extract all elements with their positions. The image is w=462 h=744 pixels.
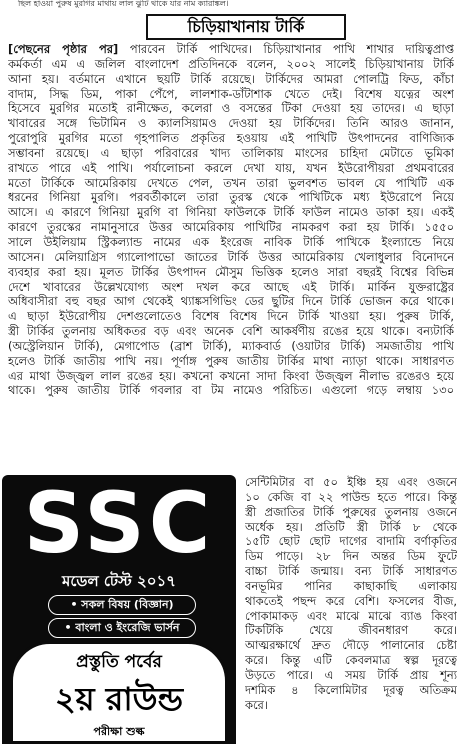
ad-fee-label: পরীক্ষা শুল্ক bbox=[93, 725, 145, 738]
article-line bbox=[8, 265, 454, 280]
top-strip-text: ছিল হাওয়া পুরুষ মুরগির মাথায় লাল ঝুঁটি থাকে যার নাম ক্যারাঙ্কল। bbox=[18, 0, 229, 8]
continuation-line: থাকতেই পছন্দ করে বেশি। ফসলের বীজ, bbox=[245, 593, 457, 608]
article-line bbox=[8, 294, 454, 309]
article-headline: চিড়িয়াখানায় টার্কি bbox=[146, 14, 346, 40]
ad-subjects-pill: • সকল বিষয় (বিজ্ঞান) bbox=[48, 595, 196, 615]
article-line-text: আসে। এ কারণে গিনিয়া মুরগি বা গিনিয়া ফাউলকে টার্কি ফাউল নামেও ডাকা হয়। একই bbox=[8, 205, 454, 220]
article-line bbox=[8, 161, 454, 176]
article-line bbox=[8, 339, 454, 354]
article-line-text: এর মাথা উজ্জ্বল লাল রঙের হয়। কখনো কখনো সাদা কিংবা উজ্জ্বল নীলাভ রঙেরও হয়ে bbox=[8, 368, 454, 383]
article-line bbox=[8, 324, 454, 339]
article-line-text: অধিবাসীরা বহু বছর আগ থেকেই থ্যাঙ্কসগিভিং ডের ছুটির দিনে টার্কি ভোজন করে থাকে। bbox=[8, 294, 454, 309]
continuation-line: সেন্টিমিটার বা ৫০ ইঞ্চি হয় এবং ওজনে bbox=[245, 475, 457, 489]
article-line bbox=[8, 146, 454, 161]
ad-ssc-title: SSC bbox=[23, 475, 215, 572]
continuation-line: করে। কিন্তু এটি কেবলমাত্র স্বল্প দূরত্বে bbox=[245, 653, 457, 668]
article-line-text: ধরনের গিনিয়া মুরগি। পরবর্তীকালে তারা তুরস্ক থেকে পাখিটিকে মধ্য ইউরোপে নিয়ে bbox=[8, 190, 454, 205]
article-line bbox=[8, 383, 454, 398]
article-line bbox=[8, 176, 454, 191]
continuation-line: স্ত্রী প্রজাতির টার্কি পুরুষের তুলনায় ওজনে bbox=[245, 504, 457, 519]
ad-round-label: ২য় রাউন্ড bbox=[54, 680, 184, 718]
article-line-text: সম্ভাবনা রয়েছে। এ ছাড়া পরিবারের খাদ্য তালিকায় মাংসের চাহিদা মেটাতে ভূমিকা bbox=[8, 145, 454, 160]
article-line-text: খাবারের সঙ্গে ভিটামিন ও ক্যালসিয়ামও দেওয়া হয় টার্কিদের। তিনি আরও জানান, bbox=[8, 116, 454, 131]
ssc-model-test-ad bbox=[2, 475, 236, 744]
article-line-text: আসেন। মেলিয়াগ্রিস গ্যালোপাভো জাতের টার্কি উত্তর আমেরিকায় খেলাধুলার বিনোদনে bbox=[8, 249, 454, 264]
continuation-line: ডিম পাড়ে। ২৮ দিন অন্তর ডিম ফুটে bbox=[245, 549, 457, 564]
continuation-line: বনভূমির পানির কাছাকাছি এলাকায় bbox=[245, 578, 457, 593]
article-line bbox=[8, 131, 454, 146]
ad-prep-label: প্রস্তুতি পর্বের bbox=[76, 652, 162, 672]
article-line-text: কারণে তুরস্কের নামানুসারে উত্তর আমেরিকায় পাখিটির নামকরণ করা হয় টার্কি। ১৫৫০ bbox=[8, 220, 454, 235]
article-line-text: রাখতে পারে এই পাখি। পর্যালোচনা করলে দেখা যায়, যখন ইউরোপীয়রা প্রথমবারের bbox=[8, 160, 454, 175]
article-line bbox=[8, 309, 454, 324]
article-line-text: পারবেন টার্কি পাখিদের। চিড়িয়াখানার পাখি শাখার দায়িত্বপ্রাপ্ত bbox=[118, 42, 454, 56]
article-line-text: হলেও টার্কি জাতীয় পাখি নয়। পূর্ণাঙ্গ পুরুষ জাতীয় টার্কির মাথা ন্যাড়া থাকে। সাধারণত bbox=[8, 353, 454, 368]
continuation-line: দশমিক ৪ কিলোমিটার দূরত্ব অতিক্রম bbox=[245, 682, 457, 697]
article-line bbox=[8, 235, 454, 250]
article-line bbox=[8, 57, 454, 72]
article-lead-bracket: [পেছনের পৃষ্ঠার পর] bbox=[8, 42, 119, 56]
article-line-text: কর্মকর্তা এম এ জলিল বাংলাদেশ প্রতিদিনকে বলেন, ২০০২ সালেই চিড়িয়াখানায় টার্কি bbox=[8, 56, 454, 71]
continuation-line: পোকামাকড় এবং মাঝে মাঝে ব্যাঙ কিংবা bbox=[245, 608, 457, 623]
article-line-text: স্ত্রী টার্কির তুলনায় অধিকতর বড় এবং অনেক বেশি আকর্ষণীয় রঙের হয়ে থাকে। বন্যটার্কি bbox=[8, 324, 454, 339]
article-line-text: (অস্ট্রেলিয়ান টার্কি), মেগাপোড (ব্রাশ টার্কি), ম্যাকবার্ড (ওয়াটার টার্কি) সমজাতীয় পাখি bbox=[8, 338, 454, 353]
article-body bbox=[8, 42, 454, 398]
article-line-text: সালে উইলিয়াম স্ট্রিকল্যান্ড নামের এক ইংরেজ নাবিক টার্কি পাখিকে ইংল্যান্ডে নিয়ে bbox=[8, 234, 454, 249]
continuation-line: উড়তে পারে। এ সময় টার্কি প্রায় শূন্য bbox=[245, 667, 457, 682]
continuation-line: ১০ কেজি বা ২২ পাউন্ড হতে পারে। কিন্তু bbox=[245, 489, 457, 504]
article-line bbox=[8, 42, 454, 57]
ad-round-panel bbox=[10, 641, 228, 744]
article-line-text: থাকে। পুরুষ জাতীয় টার্কি গবলার বা টম নামেও পরিচিত। এগুলো গড়ে লম্বায় ১৩০ bbox=[8, 383, 454, 398]
article-line-text: এ ছাড়া ইউরোপীয় দেশগুলোতেও বিশেষ বিশেষ দিনে টার্কি খাওয়া হয়। পুরুষ টার্কি, bbox=[8, 309, 454, 324]
continuation-line: বাচ্চা টার্কি জন্মায়। বন্য টার্কি সাধারণত bbox=[245, 564, 457, 579]
article-line-text: মতো টার্কিকে আমেরিকায় দেখতে পেল, তখন তারা ভুলবশত ভাবল যে পাখিটি এক bbox=[8, 175, 454, 190]
continuation-line: আত্মরক্ষার্থে দ্রুত দৌড়ে পালানোর চেষ্টা bbox=[245, 638, 457, 653]
article-line bbox=[8, 369, 454, 384]
article-line bbox=[8, 205, 454, 220]
continuation-line: ১৫টি ছোট ছোট দাগের বাদামি বর্ণাকৃতির bbox=[245, 534, 457, 549]
article-line bbox=[8, 87, 454, 102]
article-line-text: হিসেবে মুরগির মতোই রানীক্ষেত, কলেরা ও বসন্তের টিকা দেওয়া হয় তাদের। এ ছাড়া bbox=[8, 101, 454, 116]
continuation-line: করে। bbox=[245, 697, 268, 712]
continuation-line: অর্ধেক হয়। প্রতিটি স্ত্রী টার্কি ৮ থেকে bbox=[245, 519, 457, 534]
article-line bbox=[8, 354, 454, 369]
article-continuation bbox=[245, 475, 457, 713]
article-line-text: বাদাম, সিদ্ধ ডিম, পাকা পেঁপে, লালশাক-ডাঁটাশাক খেতে দেই। বিশেষ যত্নের অংশ bbox=[8, 86, 454, 101]
article-line bbox=[8, 72, 454, 87]
ad-model-test-label: মডেল টেস্ট ২০১৭ bbox=[62, 572, 176, 590]
article-line bbox=[8, 116, 454, 131]
article-line bbox=[8, 190, 454, 205]
continuation-line: টিকটিকি খেয়ে জীবনধারণ করে। bbox=[245, 623, 457, 638]
article-line-text: পুরোপুরি মুরগির মতো গৃহপালিত প্রকৃতির হওয়ায় এই পাখিটি উৎপাদনের বাণিজ্যিক bbox=[8, 131, 454, 146]
article-line-text: আনা হয়। বর্তমানে এখানে ছয়টি টার্কি রয়েছে। টার্কিদের আমরা পোলট্রি ফিড, কাঁচা bbox=[8, 71, 454, 86]
article-line bbox=[8, 250, 454, 265]
article-line bbox=[8, 220, 454, 235]
article-line-text: দেশে খাবারের উল্লেখযোগ্য অংশ দখল করে আছে এই টার্কি। মার্কিন যুক্তরাষ্ট্রের bbox=[8, 279, 454, 294]
article-line bbox=[8, 280, 454, 295]
article-line bbox=[8, 101, 454, 116]
article-line-text: ব্যবহার করা হয়। মূলত টার্কির উৎপাদন মৌসুম ভিত্তিক হলেও সারা বছরই বিশ্বের বিভিন্ন bbox=[8, 264, 454, 279]
ad-versions-pill: • বাংলা ও ইংরেজি ভার্সন bbox=[48, 618, 196, 638]
